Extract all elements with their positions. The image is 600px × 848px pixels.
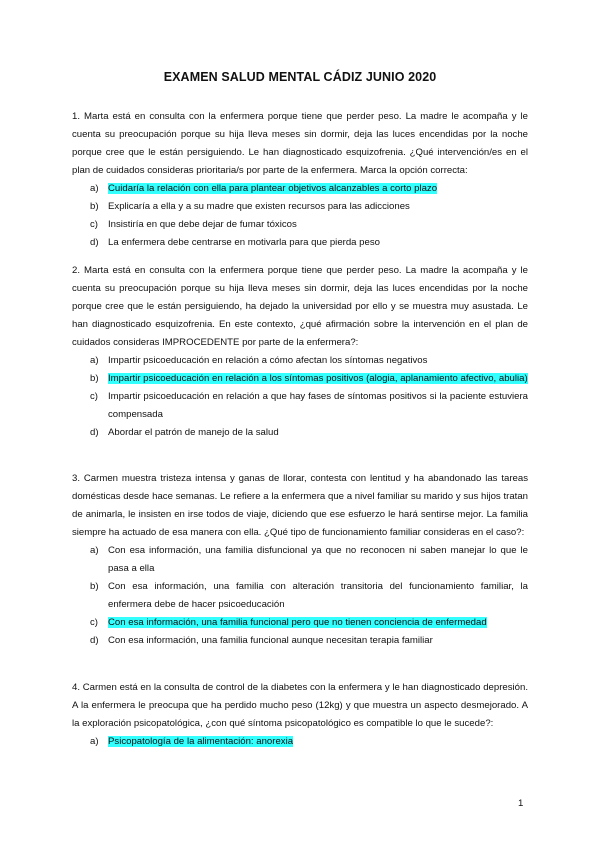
option-text: Abordar el patrón de manejo de la salud [108,427,279,438]
option-letter: a) [90,355,99,366]
question-3-option-c [72,614,528,632]
option-letter: d) [90,635,99,646]
question-3-option-d [72,632,528,650]
question-1-option-b [72,198,528,216]
option-letter: d) [90,427,99,438]
option-letter: b) [90,201,99,212]
option-text: La enfermera debe centrarse en motivarla para que pierda peso [108,237,380,248]
question-2 [72,262,528,442]
exam-title: EXAMEN SALUD MENTAL CÁDIZ JUNIO 2020 [163,70,437,84]
option-text: Con esa información, una familia disfuncional ya que no reconocen ni saben manejar lo que le pasa a ella [108,545,528,574]
question-3-option-b [72,578,528,614]
question-1-option-c [72,216,528,234]
question-2-option-a [72,352,528,370]
option-letter: c) [90,391,98,402]
question-4-option-a [72,733,528,751]
question-1 [72,108,528,252]
option-text-highlighted: Impartir psicoeducación en relación a los síntomas positivos (alogia, aplanamiento afectivo, abulia) [108,373,528,384]
question-2-option-d [72,424,528,442]
option-text: Explicaría a ella y a su madre que existen recursos para las adicciones [108,201,410,212]
option-text-highlighted: Psicopatología de la alimentación: anorexia [108,736,294,747]
option-letter: d) [90,237,99,248]
option-letter: a) [90,183,99,194]
question-4 [72,679,528,751]
option-letter: c) [90,617,98,628]
page-number: 1 [518,798,524,809]
question-1-option-a [72,180,528,198]
question-2-option-c [72,388,528,424]
question-3-options [72,542,528,650]
question-2-options [72,352,528,442]
question-1-options [72,180,528,252]
option-letter: a) [90,545,99,556]
option-text: Insistiría en que debe dejar de fumar tóxicos [108,219,297,230]
option-letter: b) [90,581,99,592]
option-text: Impartir psicoeducación en relación a cómo afectan los síntomas negativos [108,355,428,366]
option-text: Con esa información, una familia funcional aunque necesitan terapia familiar [108,635,433,646]
option-letter: a) [90,736,99,747]
option-text-highlighted: Cuidaría la relación con ella para plantear objetivos alcanzables a corto plazo [108,183,438,194]
option-text: Impartir psicoeducación en relación a que hay fases de síntomas positivos si la paciente estuviera compensada [108,391,528,420]
option-text: Con esa información, una familia con alteración transitoria del funcionamiento familiar, la enfermera debe de hacer psicoeducación [108,581,528,610]
option-letter: c) [90,219,98,230]
question-1-text: 1. Marta está en consulta con la enfermera porque tiene que perder peso. La madre le acompaña y le cuenta su preocupación porque su hija lleva meses sin dormir, deja las luces encendidas por la noche porque cree que le están persiguiendo. Le han diagnosticado esquizofrenia. ¿Qué intervención/es en el plan de cuidados consideras prioritaria/s por parte de la enfermera. Marca la opción correcta: [72,111,528,176]
question-3 [72,470,528,650]
question-3-text: 3. Carmen muestra tristeza intensa y ganas de llorar, contesta con lentitud y ha abandonado las tareas domésticas desde hace semanas. Le refiere a la enfermera que a nivel familiar su marido y sus hijos tratan de animarla, le insisten en irse todos de viaje, diciendo que ese esfuerzo le hará sentirse mejor. La familia siempre ha actuado de esa manera con ella. ¿Qué tipo de funcionamiento familiar consideras en el caso?: [72,473,528,538]
question-2-option-b [72,370,528,388]
question-4-text: 4. Carmen está en la consulta de control de la diabetes con la enfermera y le han diagnosticado depresión. A la enfermera le preocupa que ha perdido mucho peso (12kg) y que muestra un aspecto desmejorado. A la exploración psicopatológica, ¿con qué síntoma psicopatológico es compatible lo que le sucede?: [72,682,528,729]
question-1-option-d [72,234,528,252]
question-4-options [72,733,528,751]
question-2-text: 2. Marta está en consulta con la enfermera porque tiene que perder peso. La madre la acompaña y le cuenta su preocupación porque su hija lleva meses sin dormir, deja las luces encendidas por la noche porque cree que le están persiguiendo, ha dejado la universidad por ello y se muestra muy asustada. Le han diagnosticado esquizofrenia. En este contexto, ¿qué afirmación sobre la intervención en el plan de cuidados consideras IMPROCEDENTE por parte de la enfermera?: [72,265,528,348]
option-letter: b) [90,373,99,384]
question-3-option-a [72,542,528,578]
option-text-highlighted: Con esa información, una familia funcional pero que no tienen conciencia de enfermedad [108,617,487,628]
